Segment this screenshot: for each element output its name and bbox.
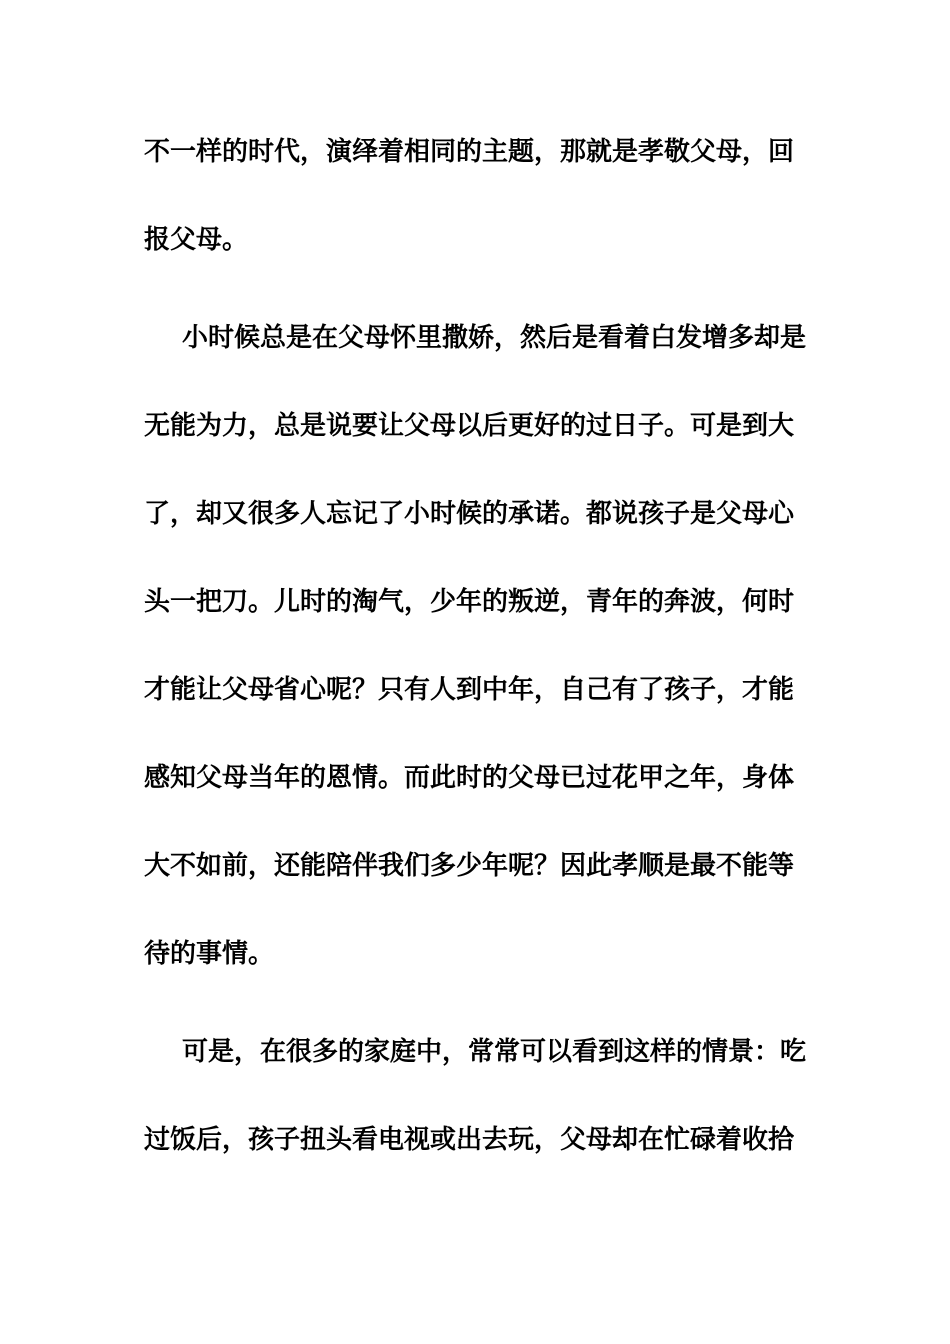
text-line: 头一把刀。儿时的淘气，少年的叛逆，青年的奔波，何时 xyxy=(144,587,795,617)
paragraph-start-line: 小时候总是在父母怀里撒娇，然后是看着白发增多却是 xyxy=(182,323,807,353)
paragraph-start-line: 可是，在很多的家庭中，常常可以看到这样的情景：吃 xyxy=(182,1037,807,1067)
text-line: 报父母。 xyxy=(144,225,249,255)
text-line: 待的事情。 xyxy=(144,939,275,969)
text-line: 感知父母当年的恩情。而此时的父母已过花甲之年，身体 xyxy=(144,763,795,793)
text-line: 才能让父母省心呢？只有人到中年，自己有了孩子，才能 xyxy=(144,675,795,705)
text-line: 大不如前，还能陪伴我们多少年呢？因此孝顺是最不能等 xyxy=(144,851,795,881)
text-line: 无能为力，总是说要让父母以后更好的过日子。可是到大 xyxy=(144,411,795,441)
text-line: 了，却又很多人忘记了小时候的承诺。都说孩子是父母心 xyxy=(144,499,795,529)
text-line: 过饭后，孩子扭头看电视或出去玩，父母却在忙碌着收拾 xyxy=(144,1125,795,1155)
text-line: 不一样的时代，演绎着相同的主题，那就是孝敬父母，回 xyxy=(144,137,795,167)
